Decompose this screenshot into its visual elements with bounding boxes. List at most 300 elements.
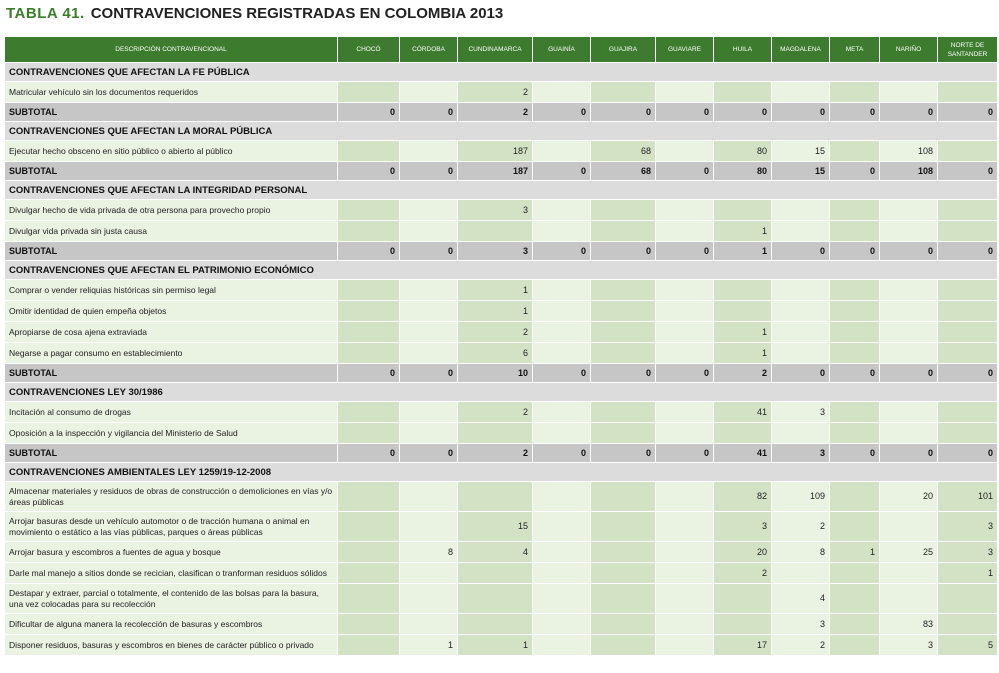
value-cell: 1 <box>714 242 772 261</box>
value-cell: 109 <box>772 482 830 512</box>
value-cell <box>400 402 458 423</box>
value-cell <box>714 423 772 444</box>
value-cell: 80 <box>714 141 772 162</box>
value-cell <box>656 635 714 656</box>
value-cell: 0 <box>656 444 714 463</box>
value-cell <box>772 301 830 322</box>
value-cell <box>830 482 880 512</box>
value-cell <box>714 301 772 322</box>
row-description: Divulgar hecho de vida privada de otra persona para provecho propio <box>5 200 338 221</box>
value-cell <box>772 423 830 444</box>
value-cell: 3 <box>938 542 998 563</box>
value-cell: 1 <box>458 301 533 322</box>
table-number: TABLA 41. <box>6 5 85 22</box>
value-cell <box>338 280 400 301</box>
value-cell: 0 <box>533 162 591 181</box>
value-cell <box>772 322 830 343</box>
subtotal-row <box>5 364 998 383</box>
value-cell: 80 <box>714 162 772 181</box>
section-header-row <box>5 261 998 280</box>
value-cell: 0 <box>338 444 400 463</box>
value-cell <box>591 221 656 242</box>
value-cell <box>656 301 714 322</box>
table-row <box>5 512 998 542</box>
value-cell: 0 <box>338 103 400 122</box>
value-cell <box>938 221 998 242</box>
row-description: Ejecutar hecho obsceno en sitio público o abierto al público <box>5 141 338 162</box>
value-cell <box>938 82 998 103</box>
value-cell <box>830 614 880 635</box>
value-cell: 3 <box>458 200 533 221</box>
value-cell: 0 <box>533 242 591 261</box>
row-description: Destapar y extraer, parcial o totalmente, el contenido de las bolsas para la basura, una vez colocadas para su recolección <box>5 584 338 614</box>
row-description: Disponer residuos, basuras y escombros en bienes de carácter público o privado <box>5 635 338 656</box>
value-cell <box>591 200 656 221</box>
row-description: Matricular vehículo sin los documentos requeridos <box>5 82 338 103</box>
value-cell: 0 <box>830 103 880 122</box>
value-cell <box>591 635 656 656</box>
section-title: CONTRAVENCIONES AMBIENTALES LEY 1259/19-12-2008 <box>5 463 998 482</box>
value-cell: 1 <box>458 280 533 301</box>
value-cell <box>338 423 400 444</box>
row-description: Comprar o vender reliquias históricas sin permiso legal <box>5 280 338 301</box>
value-cell <box>533 482 591 512</box>
contravenciones-table <box>4 36 998 656</box>
value-cell: 187 <box>458 141 533 162</box>
value-cell <box>338 402 400 423</box>
value-cell <box>338 512 400 542</box>
table-row <box>5 423 998 444</box>
value-cell: 3 <box>458 242 533 261</box>
row-description: Oposición a la inspección y vigilancia del Ministerio de Salud <box>5 423 338 444</box>
value-cell <box>880 322 938 343</box>
row-description: Negarse a pagar consumo en establecimiento <box>5 343 338 364</box>
value-cell <box>591 512 656 542</box>
value-cell <box>338 542 400 563</box>
value-cell <box>400 512 458 542</box>
value-cell: 2 <box>772 512 830 542</box>
value-cell <box>458 584 533 614</box>
value-cell <box>591 482 656 512</box>
section-header-row <box>5 383 998 402</box>
value-cell <box>400 280 458 301</box>
value-cell: 1 <box>714 322 772 343</box>
value-cell <box>830 584 880 614</box>
value-cell <box>591 563 656 584</box>
value-cell <box>880 423 938 444</box>
value-cell: 1 <box>714 343 772 364</box>
table-row <box>5 402 998 423</box>
value-cell: 0 <box>880 103 938 122</box>
value-cell: 3 <box>772 402 830 423</box>
row-description: Divulgar vida privada sin justa causa <box>5 221 338 242</box>
value-cell <box>591 402 656 423</box>
value-cell <box>400 301 458 322</box>
value-cell: 0 <box>880 242 938 261</box>
section-title: CONTRAVENCIONES QUE AFECTAN LA MORAL PÚBLICA <box>5 122 998 141</box>
value-cell: 0 <box>880 364 938 383</box>
value-cell <box>533 423 591 444</box>
value-cell <box>338 82 400 103</box>
value-cell: 2 <box>714 364 772 383</box>
value-cell: 41 <box>714 444 772 463</box>
value-cell <box>714 614 772 635</box>
value-cell <box>338 635 400 656</box>
value-cell: 6 <box>458 343 533 364</box>
value-cell <box>656 343 714 364</box>
value-cell: 0 <box>338 162 400 181</box>
value-cell <box>880 563 938 584</box>
value-cell: 0 <box>880 444 938 463</box>
value-cell <box>400 322 458 343</box>
value-cell: 3 <box>938 512 998 542</box>
value-cell <box>458 423 533 444</box>
value-cell <box>714 82 772 103</box>
value-cell <box>830 635 880 656</box>
value-cell: 5 <box>938 635 998 656</box>
column-header: GUAINÍA <box>533 37 591 63</box>
table-row <box>5 635 998 656</box>
value-cell <box>656 542 714 563</box>
table-row <box>5 141 998 162</box>
value-cell: 0 <box>400 103 458 122</box>
value-cell <box>938 280 998 301</box>
value-cell <box>880 584 938 614</box>
table-row <box>5 563 998 584</box>
row-description: Almacenar materiales y residuos de obras de construcción o demoliciones en vías y/o áreas públicas <box>5 482 338 512</box>
value-cell <box>533 614 591 635</box>
value-cell: 25 <box>880 542 938 563</box>
value-cell: 0 <box>338 364 400 383</box>
row-description: Darle mal manejo a sitios donde se recician, clasifican o tranforman residuos sólidos <box>5 563 338 584</box>
value-cell: 1 <box>714 221 772 242</box>
value-cell: 17 <box>714 635 772 656</box>
value-cell: 2 <box>458 402 533 423</box>
value-cell: 8 <box>400 542 458 563</box>
value-cell <box>830 200 880 221</box>
value-cell: 3 <box>880 635 938 656</box>
value-cell: 0 <box>400 364 458 383</box>
value-cell <box>338 343 400 364</box>
value-cell: 82 <box>714 482 772 512</box>
value-cell: 108 <box>880 162 938 181</box>
value-cell: 0 <box>656 162 714 181</box>
value-cell: 0 <box>656 364 714 383</box>
value-cell: 0 <box>830 242 880 261</box>
value-cell <box>533 584 591 614</box>
section-title: CONTRAVENCIONES LEY 30/1986 <box>5 383 998 402</box>
value-cell: 0 <box>938 103 998 122</box>
value-cell <box>338 482 400 512</box>
value-cell <box>533 82 591 103</box>
value-cell: 83 <box>880 614 938 635</box>
value-cell <box>533 301 591 322</box>
table-row <box>5 322 998 343</box>
subtotal-row <box>5 444 998 463</box>
value-cell: 0 <box>533 444 591 463</box>
value-cell <box>458 614 533 635</box>
value-cell <box>533 402 591 423</box>
column-header: CHOCÓ <box>338 37 400 63</box>
value-cell <box>458 482 533 512</box>
value-cell: 0 <box>772 103 830 122</box>
subtotal-label: SUBTOTAL <box>5 162 338 181</box>
row-description: Omitir identidad de quien empeña objetos <box>5 301 338 322</box>
value-cell <box>938 584 998 614</box>
value-cell <box>400 82 458 103</box>
value-cell <box>938 614 998 635</box>
value-cell: 2 <box>458 444 533 463</box>
value-cell: 0 <box>400 444 458 463</box>
table-row <box>5 221 998 242</box>
value-cell <box>938 141 998 162</box>
value-cell <box>533 512 591 542</box>
value-cell <box>880 200 938 221</box>
section-header-row <box>5 181 998 200</box>
value-cell: 0 <box>830 444 880 463</box>
value-cell <box>830 141 880 162</box>
value-cell <box>591 423 656 444</box>
column-header: CUNDINAMARCA <box>458 37 533 63</box>
value-cell: 0 <box>938 444 998 463</box>
value-cell <box>772 200 830 221</box>
value-cell: 68 <box>591 162 656 181</box>
value-cell: 15 <box>458 512 533 542</box>
value-cell: 15 <box>772 141 830 162</box>
value-cell <box>714 584 772 614</box>
value-cell <box>458 563 533 584</box>
value-cell <box>533 563 591 584</box>
subtotal-row <box>5 103 998 122</box>
value-cell <box>938 423 998 444</box>
value-cell <box>714 200 772 221</box>
value-cell: 0 <box>591 242 656 261</box>
value-cell <box>656 200 714 221</box>
value-cell <box>830 343 880 364</box>
value-cell <box>772 563 830 584</box>
subtotal-label: SUBTOTAL <box>5 364 338 383</box>
column-header: NARIÑO <box>880 37 938 63</box>
value-cell: 2 <box>458 82 533 103</box>
value-cell <box>338 563 400 584</box>
value-cell <box>400 614 458 635</box>
value-cell <box>656 584 714 614</box>
column-header: GUAJIRA <box>591 37 656 63</box>
subtotal-label: SUBTOTAL <box>5 444 338 463</box>
value-cell <box>830 563 880 584</box>
value-cell <box>830 280 880 301</box>
value-cell <box>400 141 458 162</box>
value-cell: 1 <box>830 542 880 563</box>
column-header: MAGDALENA <box>772 37 830 63</box>
value-cell <box>938 200 998 221</box>
value-cell <box>533 322 591 343</box>
value-cell: 0 <box>656 242 714 261</box>
value-cell <box>533 542 591 563</box>
table-row <box>5 301 998 322</box>
value-cell <box>533 635 591 656</box>
column-header: CÓRDOBA <box>400 37 458 63</box>
value-cell <box>880 402 938 423</box>
section-header-row <box>5 122 998 141</box>
value-cell: 0 <box>938 364 998 383</box>
value-cell <box>533 200 591 221</box>
value-cell: 3 <box>772 614 830 635</box>
value-cell: 0 <box>533 364 591 383</box>
table-row <box>5 614 998 635</box>
table-row <box>5 280 998 301</box>
value-cell: 3 <box>772 444 830 463</box>
value-cell <box>400 343 458 364</box>
column-header: META <box>830 37 880 63</box>
value-cell <box>880 82 938 103</box>
table-row <box>5 584 998 614</box>
value-cell <box>591 614 656 635</box>
row-description: Incitación al consumo de drogas <box>5 402 338 423</box>
value-cell <box>938 343 998 364</box>
value-cell <box>591 301 656 322</box>
section-header-row <box>5 63 998 82</box>
value-cell <box>400 563 458 584</box>
value-cell <box>591 542 656 563</box>
value-cell: 0 <box>772 242 830 261</box>
value-cell <box>591 343 656 364</box>
value-cell <box>656 512 714 542</box>
value-cell <box>338 221 400 242</box>
value-cell <box>830 301 880 322</box>
value-cell <box>656 402 714 423</box>
value-cell <box>656 482 714 512</box>
value-cell: 8 <box>772 542 830 563</box>
column-header-description: DESCRIPCIÓN CONTRAVENCIONAL <box>5 37 338 63</box>
value-cell <box>938 322 998 343</box>
row-description: Arrojar basuras desde un vehículo automotor o de tracción humana o animal en movimiento o estático a las vías públicas, parques o áreas públicas <box>5 512 338 542</box>
value-cell: 0 <box>656 103 714 122</box>
value-cell: 0 <box>400 242 458 261</box>
value-cell <box>591 82 656 103</box>
section-header-row <box>5 463 998 482</box>
value-cell <box>772 343 830 364</box>
table-row <box>5 82 998 103</box>
value-cell: 2 <box>458 322 533 343</box>
subtotal-row <box>5 242 998 261</box>
value-cell <box>533 280 591 301</box>
value-cell: 187 <box>458 162 533 181</box>
value-cell <box>656 82 714 103</box>
value-cell: 3 <box>714 512 772 542</box>
value-cell <box>400 584 458 614</box>
value-cell <box>656 141 714 162</box>
value-cell <box>772 82 830 103</box>
table-title <box>6 3 503 25</box>
value-cell: 0 <box>830 364 880 383</box>
row-description: Apropiarse de cosa ajena extraviada <box>5 322 338 343</box>
subtotal-label: SUBTOTAL <box>5 242 338 261</box>
value-cell <box>533 141 591 162</box>
value-cell <box>772 280 830 301</box>
value-cell <box>880 343 938 364</box>
value-cell <box>591 322 656 343</box>
value-cell: 15 <box>772 162 830 181</box>
value-cell: 4 <box>458 542 533 563</box>
value-cell <box>880 301 938 322</box>
value-cell <box>400 423 458 444</box>
value-cell: 0 <box>830 162 880 181</box>
subtotal-label: SUBTOTAL <box>5 103 338 122</box>
value-cell: 0 <box>938 162 998 181</box>
section-title: CONTRAVENCIONES QUE AFECTAN LA FE PÚBLICA <box>5 63 998 82</box>
value-cell <box>830 402 880 423</box>
value-cell: 101 <box>938 482 998 512</box>
value-cell <box>458 221 533 242</box>
value-cell <box>656 563 714 584</box>
row-description: Dificultar de alguna manera la recolección de basuras y escombros <box>5 614 338 635</box>
value-cell <box>656 322 714 343</box>
column-header: HUILA <box>714 37 772 63</box>
value-cell: 1 <box>458 635 533 656</box>
value-cell <box>338 322 400 343</box>
value-cell <box>591 584 656 614</box>
value-cell: 0 <box>400 162 458 181</box>
section-title: CONTRAVENCIONES QUE AFECTAN EL PATRIMONIO ECONÓMICO <box>5 261 998 280</box>
value-cell <box>400 221 458 242</box>
value-cell <box>338 200 400 221</box>
table-row <box>5 200 998 221</box>
value-cell <box>591 280 656 301</box>
value-cell <box>830 512 880 542</box>
value-cell: 68 <box>591 141 656 162</box>
value-cell <box>338 141 400 162</box>
table-title-text: CONTRAVENCIONES REGISTRADAS EN COLOMBIA 2013 <box>90 5 504 22</box>
row-description: Arrojar basura y escombros a fuentes de agua y bosque <box>5 542 338 563</box>
value-cell <box>338 301 400 322</box>
value-cell: 0 <box>938 242 998 261</box>
value-cell: 0 <box>591 103 656 122</box>
value-cell: 20 <box>880 482 938 512</box>
value-cell: 0 <box>338 242 400 261</box>
value-cell <box>533 343 591 364</box>
column-header: GUAVIARE <box>656 37 714 63</box>
value-cell: 10 <box>458 364 533 383</box>
value-cell: 0 <box>714 103 772 122</box>
value-cell <box>400 482 458 512</box>
value-cell: 1 <box>938 563 998 584</box>
value-cell: 4 <box>772 584 830 614</box>
value-cell: 0 <box>591 364 656 383</box>
subtotal-row <box>5 162 998 181</box>
table-row <box>5 542 998 563</box>
column-header: NORTE DE SANTANDER <box>938 37 998 63</box>
value-cell <box>772 221 830 242</box>
section-title: CONTRAVENCIONES QUE AFECTAN LA INTEGRIDAD PERSONAL <box>5 181 998 200</box>
value-cell <box>533 221 591 242</box>
value-cell: 0 <box>772 364 830 383</box>
value-cell: 108 <box>880 141 938 162</box>
value-cell: 2 <box>714 563 772 584</box>
value-cell <box>656 221 714 242</box>
value-cell: 2 <box>458 103 533 122</box>
value-cell <box>656 614 714 635</box>
value-cell: 41 <box>714 402 772 423</box>
table-header-row <box>5 37 998 63</box>
value-cell <box>714 280 772 301</box>
value-cell: 20 <box>714 542 772 563</box>
value-cell <box>656 280 714 301</box>
value-cell <box>400 200 458 221</box>
value-cell <box>880 280 938 301</box>
value-cell <box>880 221 938 242</box>
value-cell: 0 <box>533 103 591 122</box>
